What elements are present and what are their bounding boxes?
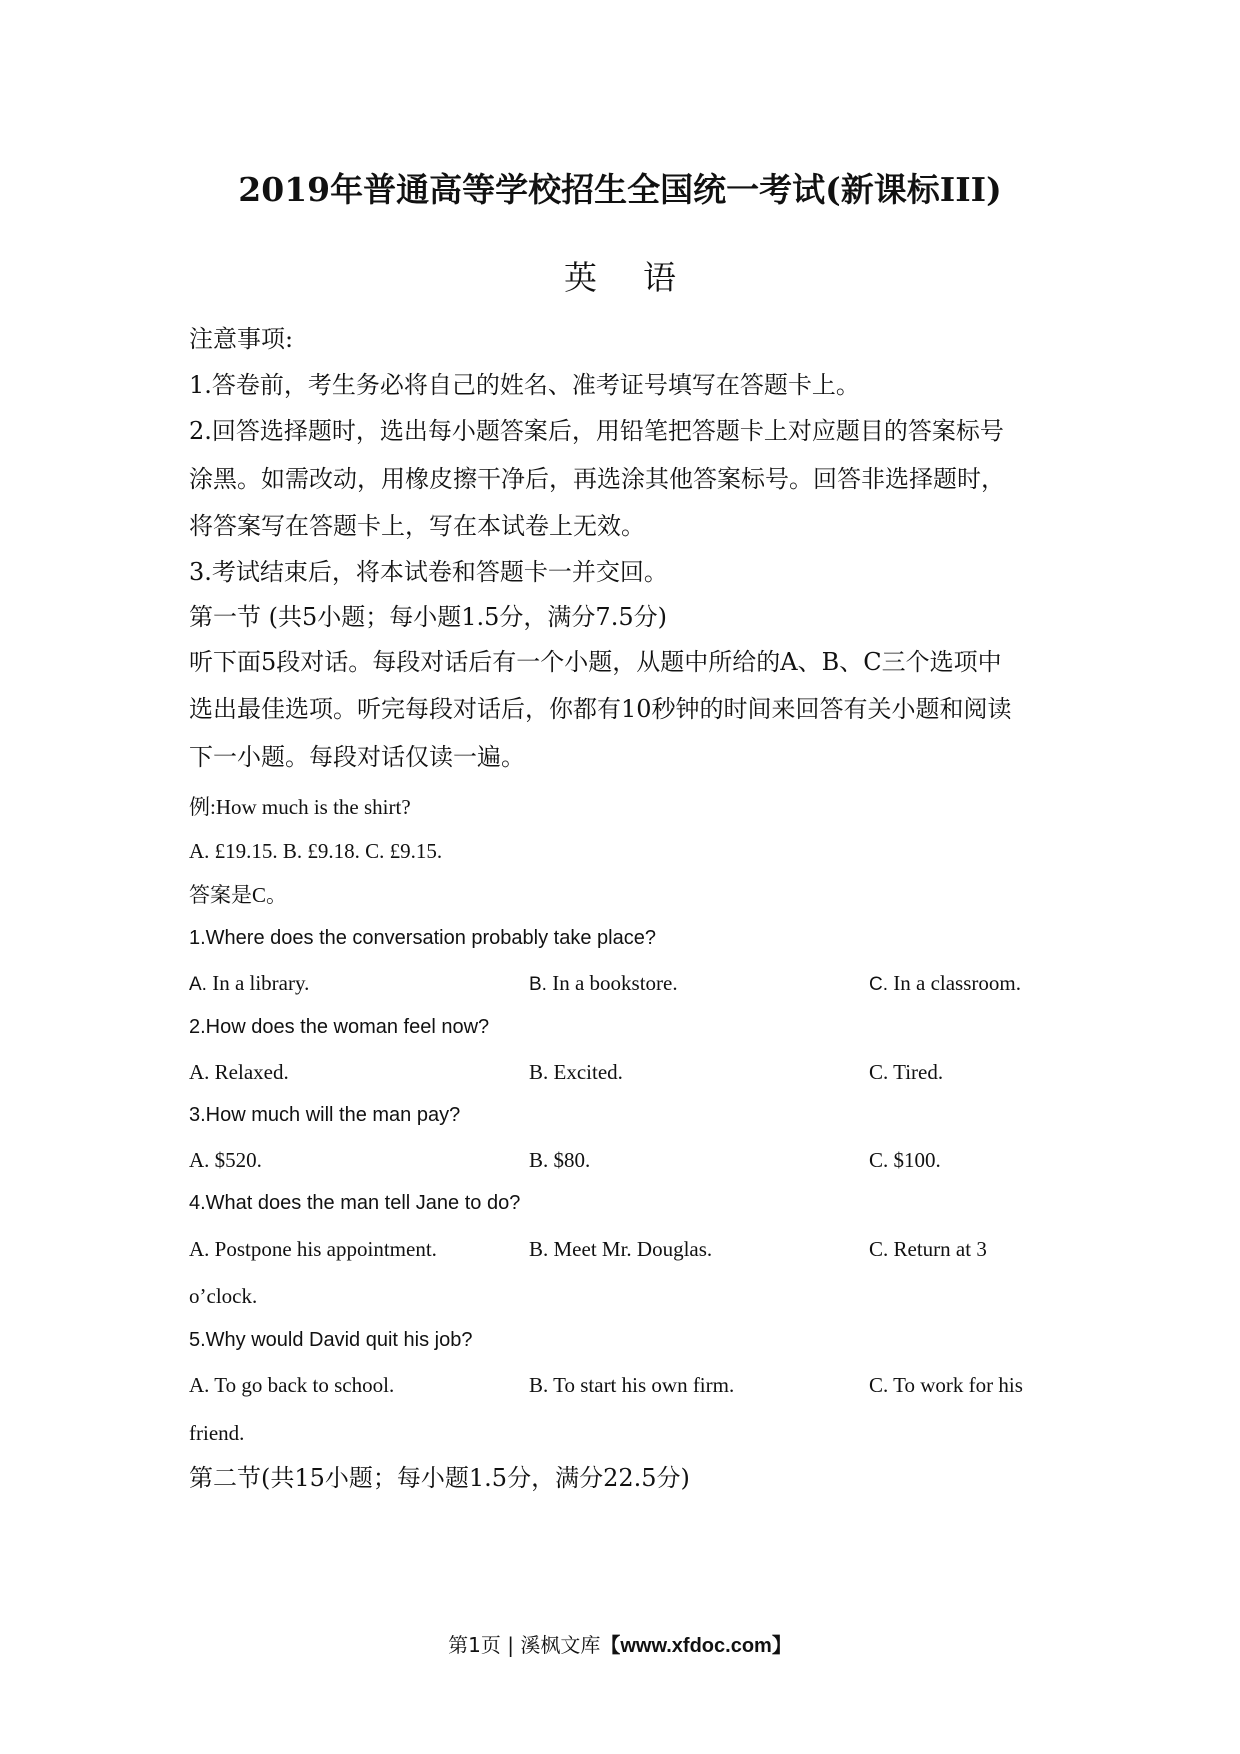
- page-footer: [0, 1630, 1240, 1661]
- question-1-option-a: [189, 968, 309, 1000]
- section-1-instruction-line-2: 选出最佳选项。听完每段对话后，你都有10秒钟的时间来回答有关小题和阅读: [189, 695, 1012, 723]
- question-3-options: [189, 1145, 1069, 1175]
- question-5-options: [189, 1370, 1069, 1400]
- notes-item-1: 1.答卷前，考生务必将自己的姓名、准考证号填写在答题卡上。: [189, 371, 860, 399]
- notes-item-3: 3.考试结束后，将本试卷和答题卡一并交回。: [189, 558, 668, 586]
- question-5-option-c: C. To work for his: [869, 1373, 1023, 1397]
- option-text: In a library.: [206, 971, 310, 995]
- question-3-option-a: A. $520.: [189, 1148, 262, 1172]
- section-1-instruction-line-3: 下一小题。每段对话仅读一遍。: [189, 743, 525, 771]
- question-4-option-c-continued: o’clock.: [189, 1284, 258, 1308]
- option-letter: A.: [189, 974, 207, 995]
- question-2-option-c: C. Tired.: [869, 1060, 944, 1084]
- question-4-options: [189, 1234, 1069, 1264]
- section-1-heading: 第一节 (共5小题；每小题1.5分，满分7.5分): [189, 603, 667, 631]
- question-2-text: 2.How does the woman feel now?: [189, 1016, 490, 1038]
- question-4-text: 4.What does the man tell Jane to do?: [189, 1192, 521, 1214]
- exam-subject: 英语: [564, 258, 722, 297]
- example-question: 例:How much is the shirt?: [189, 795, 411, 819]
- question-2-option-a: A. Relaxed.: [189, 1060, 289, 1084]
- option-letter: C.: [869, 974, 888, 995]
- question-4-option-c: C. Return at 3: [869, 1237, 987, 1261]
- notes-item-2-line-3: 将答案写在答题卡上，写在本试卷上无效。: [189, 512, 645, 540]
- question-1-text: 1.Where does the conversation probably take place?: [189, 927, 656, 949]
- notes-heading: 注意事项:: [189, 325, 294, 353]
- question-4-option-b: B. Meet Mr. Douglas.: [529, 1237, 713, 1261]
- question-5-option-c-continued: friend.: [189, 1421, 245, 1445]
- option-text: In a bookstore.: [546, 971, 678, 995]
- question-5-option-a: A. To go back to school.: [189, 1373, 395, 1397]
- question-3-option-b: B. $80.: [529, 1148, 591, 1172]
- example-answer: 答案是C。: [189, 883, 288, 907]
- section-2-heading: 第二节(共15小题；每小题1.5分，满分22.5分): [189, 1464, 690, 1492]
- notes-item-2-line-2: 涂黑。如需改动，用橡皮擦干净后，再选涂其他答案标号。回答非选择题时，: [189, 465, 1005, 493]
- question-1-option-b: [529, 968, 678, 1000]
- question-3-option-c: C. $100.: [869, 1148, 941, 1172]
- question-2-options: [189, 1057, 1069, 1087]
- question-1-options: [189, 968, 1069, 998]
- option-letter: B.: [529, 974, 547, 995]
- question-4-option-a: A. Postpone his appointment.: [189, 1237, 437, 1261]
- footer-url-link[interactable]: 【www.xfdoc.com】: [600, 1635, 792, 1657]
- footer-page-label: 第1页 | 溪枫文库: [448, 1633, 601, 1657]
- exam-title: 2019年普通高等学校招生全国统一考试(新课标III): [238, 170, 1002, 209]
- question-5-text: 5.Why would David quit his job?: [189, 1329, 473, 1351]
- question-2-option-b: B. Excited.: [529, 1060, 623, 1084]
- example-options: A. £19.15. B. £9.18. C. £9.15.: [189, 839, 443, 863]
- question-1-option-c: [869, 968, 1021, 1000]
- option-text: In a classroom.: [888, 971, 1021, 995]
- section-1-instruction-line-1: 听下面5段对话。每段对话后有一个小题，从题中所给的A、B、C三个选项中: [189, 648, 1002, 676]
- notes-item-2-line-1: 2.回答选择题时，选出每小题答案后，用铅笔把答题卡上对应题目的答案标号: [189, 417, 1004, 445]
- question-3-text: 3.How much will the man pay?: [189, 1104, 461, 1126]
- question-5-option-b: B. To start his own firm.: [529, 1373, 735, 1397]
